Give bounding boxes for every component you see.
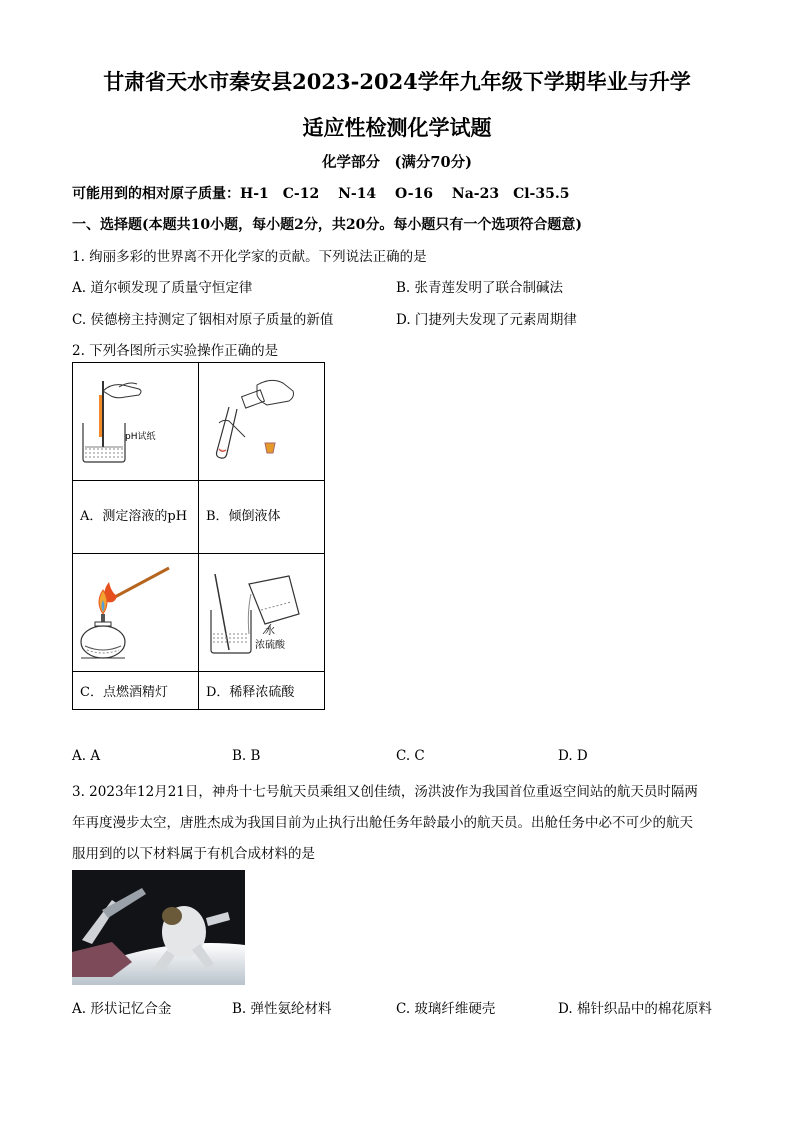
pouring-liquid-illustration xyxy=(199,363,317,476)
page-title: 甘肃省天水市秦安县2023-2024学年九年级下学期毕业与升学 xyxy=(103,69,691,94)
astronaut-spacewalk-photo xyxy=(72,870,245,985)
q2-option-d: D. D xyxy=(558,748,588,764)
subtitle: 化学部分 (满分70分) xyxy=(322,154,472,171)
figure-b-caption: B．倾倒液体 xyxy=(199,481,325,554)
alcohol-lamp-illustration xyxy=(73,554,191,667)
question-2-stem: 2. 下列各图所示实验操作正确的是 xyxy=(72,343,279,359)
q3-option-c: C. 玻璃纤维硬壳 xyxy=(396,1001,496,1017)
q2-option-c: C. C xyxy=(396,748,425,764)
figure-d-caption: D．稀释浓硫酸 xyxy=(199,672,325,710)
q1-option-d: D. 门捷列夫发现了元素周期律 xyxy=(396,312,577,328)
q2-option-a: A. A xyxy=(72,748,101,764)
question-3-stem-line3: 服用到的以下材料属于有机合成材料的是 xyxy=(72,846,315,862)
figure-a-caption: A．测定溶液的pH xyxy=(73,481,199,554)
section-heading: 一、选择题(本题共10小题，每小题2分，共20分。每小题只有一个选项符合题意) xyxy=(72,217,582,233)
atomic-masses: 可能用到的相对原子质量：H-1 C-12 N-14 O-16 Na-23 Cl-35.5 xyxy=(72,186,570,202)
figure-a-ph-test xyxy=(73,363,199,481)
ph-test-illustration xyxy=(73,363,191,476)
ph-paper-label: pH试纸 xyxy=(125,432,156,442)
q1-option-a: A. 道尔顿发现了质量守恒定律 xyxy=(72,280,253,296)
page-title-line2: 适应性检测化学试题 xyxy=(302,115,492,140)
acid-label: 浓硫酸 xyxy=(255,640,285,651)
q1-option-c: C. 侯德榜主持测定了铟相对原子质量的新值 xyxy=(72,312,334,328)
question-3-stem-line1: 3. 2023年12月21日，神舟十七号航天员乘组又创佳绩，汤洪波作为我国首位重返空间站的航天员时隔两 xyxy=(72,784,698,800)
q3-option-a: A. 形状记忆合金 xyxy=(72,1001,172,1017)
question-1-stem: 1. 绚丽多彩的世界离不开化学家的贡献。下列说法正确的是 xyxy=(72,249,427,265)
q2-option-b: B. B xyxy=(232,748,261,764)
experiment-figure-table xyxy=(72,362,325,710)
water-label: 水 xyxy=(265,626,275,637)
figure-b-pouring xyxy=(199,363,325,481)
question-3-stem-line2: 年再度漫步太空，唐胜杰成为我国目前为止执行出舱任务年龄最小的航天员。出舱任务中必不可少的航天 xyxy=(72,815,693,831)
q3-option-d: D. 棉针织品中的棉花原料 xyxy=(558,1001,712,1017)
q1-option-b: B. 张青莲发明了联合制碱法 xyxy=(396,280,564,296)
figure-c-lighting-lamp xyxy=(73,554,199,672)
figure-c-caption: C．点燃酒精灯 xyxy=(73,672,199,710)
q3-option-b: B. 弹性氨纶材料 xyxy=(232,1001,332,1017)
figure-d-diluting-acid xyxy=(199,554,325,672)
